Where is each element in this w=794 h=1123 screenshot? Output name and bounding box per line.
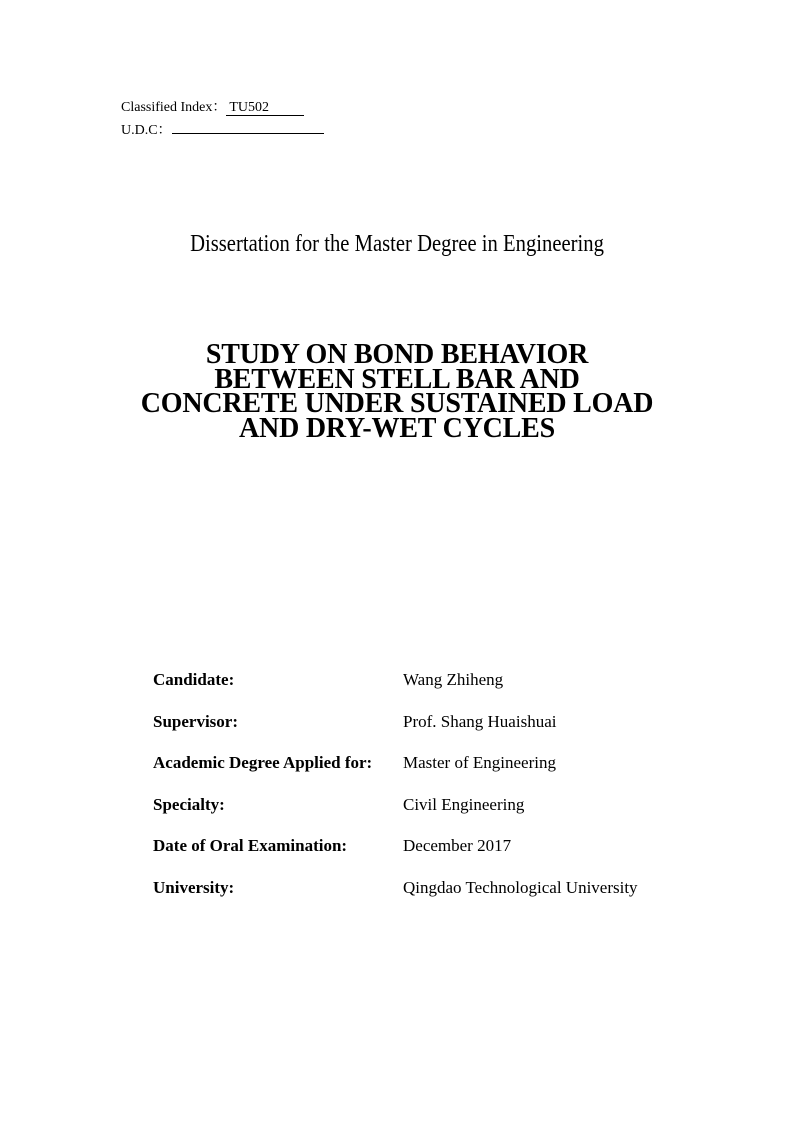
detail-row-specialty xyxy=(153,794,713,836)
classified-index-line xyxy=(121,99,304,117)
detail-value: Master of Engineering xyxy=(403,753,556,772)
detail-value: Qingdao Technological University xyxy=(403,877,638,897)
detail-row-supervisor xyxy=(153,711,713,753)
detail-row-candidate xyxy=(153,669,713,711)
thesis-details xyxy=(153,669,713,918)
dissertation-heading: Dissertation for the Master Degree in Engineering xyxy=(190,231,604,257)
detail-label: University: xyxy=(153,877,235,897)
udc-label: U.D.C： xyxy=(121,123,172,138)
detail-value: Prof. Shang Huaishuai xyxy=(403,711,557,731)
detail-value: Civil Engineering xyxy=(403,794,525,814)
thesis-title-line: BETWEEN STELL BAR AND xyxy=(214,363,580,395)
thesis-title-line: AND DRY-WET CYCLES xyxy=(239,412,555,444)
udc-blank-field xyxy=(172,121,324,134)
detail-label: Academic Degree Applied for: xyxy=(153,753,373,772)
detail-row-university xyxy=(153,877,713,919)
detail-row-degree xyxy=(153,752,713,794)
classified-index-value: TU502 xyxy=(226,101,304,116)
classified-index-label: Classified Index： xyxy=(121,100,227,115)
detail-label: Date of Oral Examination: xyxy=(153,836,348,855)
thesis-title xyxy=(97,339,697,444)
detail-value: Wang Zhiheng xyxy=(403,670,504,689)
udc-line xyxy=(121,121,324,140)
detail-row-exam-date xyxy=(153,835,713,877)
thesis-title-line: CONCRETE UNDER SUSTAINED LOAD xyxy=(140,388,654,419)
detail-label: Supervisor: xyxy=(153,711,238,731)
detail-label: Specialty: xyxy=(153,794,225,814)
detail-label: Candidate: xyxy=(153,670,235,689)
thesis-title-line: STUDY ON BOND BEHAVIOR xyxy=(205,339,589,370)
detail-value: December 2017 xyxy=(403,836,512,855)
